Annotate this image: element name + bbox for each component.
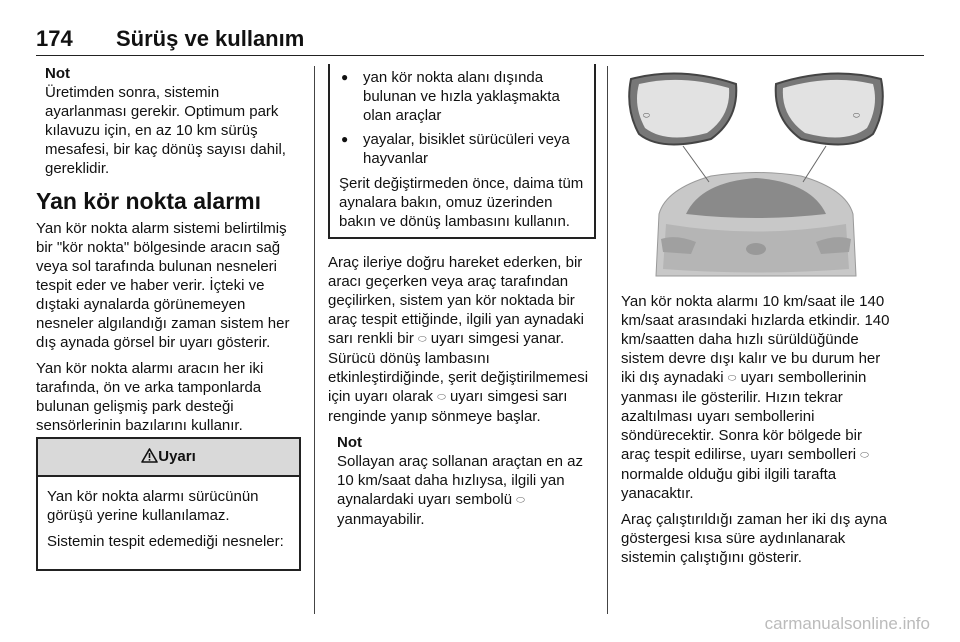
section-title: Sürüş ve kullanım bbox=[116, 26, 305, 51]
note-title: Not bbox=[45, 65, 70, 82]
warning-text: Şerit değiştirmeden önce, daima tüm aynalara bakın, omuz üzerinden bakın ve dönüş lambasını kullanın. bbox=[339, 175, 584, 230]
paragraph: Araç çalıştırıldığı zaman her iki dış ayna göstergesi kısa süre aydınlanarak sistemin çalıştığını gösterir. bbox=[621, 511, 887, 566]
note-title: Not bbox=[337, 434, 362, 451]
column-right bbox=[621, 64, 891, 574]
note-text: Üretimden sonra, sistemin ayarlanması gerekir. Optimum park kılavuzu için, en az 10 km sürüş mesafesi, bir kaç dönüş sayısı dahil, gereklidir. bbox=[45, 84, 286, 177]
warning-title: Uyarı bbox=[158, 448, 196, 465]
warning-box bbox=[36, 437, 301, 571]
blind-spot-car-icon: ⬭ bbox=[860, 450, 869, 461]
note-block bbox=[36, 64, 304, 178]
note-block bbox=[328, 433, 596, 529]
blind-spot-car-icon: ⬭ bbox=[516, 495, 525, 506]
blind-spot-car-icon: ⬭ bbox=[727, 373, 737, 384]
header-rule bbox=[36, 55, 924, 56]
watermark: carmanualsonline.info bbox=[764, 614, 930, 633]
list-item: ● yan kör nokta alanı dışında bulunan ve hızla yaklaşmakta olan araçlar bbox=[339, 68, 585, 125]
svg-text:⬭: ⬭ bbox=[853, 111, 860, 120]
page-number: 174 bbox=[36, 26, 73, 51]
column-left bbox=[36, 64, 304, 442]
warning-header bbox=[38, 437, 299, 477]
paragraph: Yan kör nokta alarmı aracın her iki tarafında, ön ve arka tamponlarda bulunan gelişmiş park desteği sensörlerinin bazılarını kullanır. bbox=[36, 360, 264, 434]
illustration-rear-car-mirrors bbox=[621, 64, 891, 278]
column-divider bbox=[314, 66, 315, 614]
warning-triangle-icon bbox=[141, 448, 158, 463]
note-text: Sollayan araç sollanan araçtan en az 10 km/saat daha hızlıysa, ilgili yan aynalardaki uyarı sembolü ⬭ yanmayabilir. bbox=[337, 453, 583, 528]
paragraph: Araç ileriye doğru hareket ederken, bir aracı geçerken veya araç tarafından geçilirken, sistem yan kör noktada bir araç tespit ettiğinde, ilgili yan aynadaki sarı renkli bir ⬭ uyarı simgesi yanar. Sürücü dönüş lambasını etkinleştirdiğinde, şerit değiştirilmemesi için uyarı olarak ⬭ uyarı simgesi sarı renginde yanıp sönmeye başlar. bbox=[328, 254, 589, 425]
page-header bbox=[36, 26, 924, 54]
column-divider bbox=[607, 66, 608, 614]
list-item: ● yayalar, bisiklet sürücüleri veya hayvanlar bbox=[339, 130, 585, 168]
warning-text: Yan kör nokta alarmı sürücünün görüşü yerine kullanılamaz. bbox=[47, 488, 259, 524]
blind-spot-car-icon: ⬭ bbox=[418, 334, 427, 345]
column-middle bbox=[328, 64, 596, 536]
section-heading: Yan kör nokta alarmı bbox=[36, 188, 261, 214]
warning-box-continued bbox=[328, 64, 596, 239]
blind-spot-car-icon: ⬭ bbox=[437, 392, 446, 403]
car-illustration bbox=[621, 64, 891, 278]
warning-text: Sistemin tespit edemediği nesneler: bbox=[47, 533, 284, 550]
warning-body bbox=[38, 477, 299, 551]
svg-text:⬭: ⬭ bbox=[643, 111, 650, 120]
paragraph: Yan kör nokta alarm sistemi belirtilmiş bir "kör nokta" bölgesinde aracın sağ veya sol tarafında bulunan nesneleri tespit eder ve haber verir. İçteki ve dıştaki aynalarda görünemeyen nesneler algılandığı zaman sistem her dış aynada görsel bir uyarı gösterir. bbox=[36, 220, 290, 351]
paragraph: Yan kör nokta alarmı 10 km/saat ile 140 km/saat arasındaki hızlarda etkindir. 140 km/saatten daha hızlı sürüldüğünde sistem devre dışı kalır ve bu durum her iki dış aynadaki ⬭ uyarı sembollerinin yanması ile gösterilir. Hızın tekrar azaltılması uyarı sembollerini söndürecektir. Sonra kör bölgede bir araç tespit edilirse, uyarı sembolleri ⬭ normalde olduğu gibi ilgili tarafta yanacaktır. bbox=[621, 293, 890, 502]
